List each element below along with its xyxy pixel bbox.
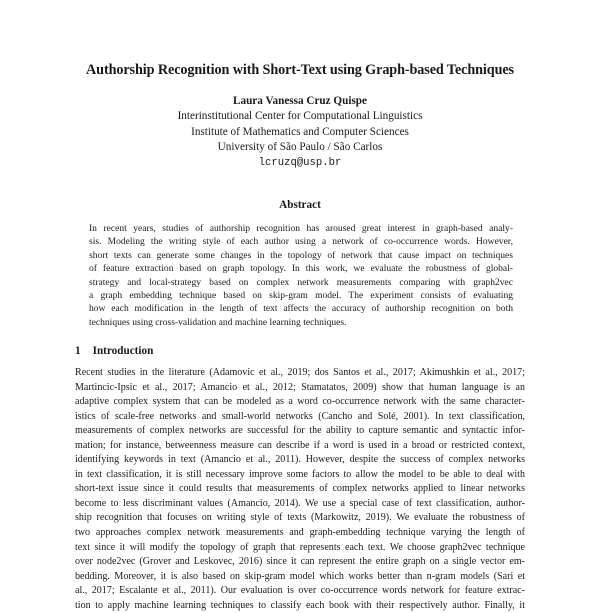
paper-title: Authorship Recognition with Short-Text using Graph-based Techniques — [86, 62, 514, 78]
affiliation-line: Institute of Mathematics and Computer Sciences — [191, 125, 409, 138]
intro-line: bedding. Moreover, it is also based on skip-gram model which works better than n-gram models (Sari et — [75, 570, 525, 582]
intro-line: over node2vec (Grover and Leskovec, 2016) since it can represent the entire graph on a single vector em- — [75, 556, 525, 568]
abstract-heading: Abstract — [279, 199, 321, 211]
intro-line: tion to apply machine learning techniques to classify each book with their respectively author. Finally, it — [75, 599, 525, 611]
intro-line: short-text issue since it could results that measurements of complex networks applied to linear networks — [75, 483, 525, 495]
affiliation-line: Interinstitutional Center for Computational Linguistics — [177, 110, 423, 123]
abstract-line: In recent years, studies of authorship recognition has aroused great interest in graph-based analy- — [89, 223, 513, 234]
author-email: lcruzq@usp.br — [258, 156, 342, 169]
intro-line: measurements of complex networks are successful for the ability to capture semantic and syntactic infor- — [75, 425, 525, 437]
intro-line: ship recognition that focuses on writing style of texts (Markowitz, 2019). We evaluate the robustness of — [75, 512, 525, 524]
affiliation-line: University of São Paulo / São Carlos — [217, 141, 383, 154]
abstract-line: short texts can generate some changes in the topology of network that cause impact on techniques — [89, 249, 513, 261]
author-block — [0, 94, 600, 171]
introduction-body — [75, 366, 525, 613]
abstract-body — [89, 222, 513, 329]
intro-line: Martincic-Ipsic et al., 2017; Amancio et al., 2012; Stamatatos, 2009) show that human language is an — [75, 381, 525, 393]
intro-line: in text classification, it is still necessary improve some factors to allow the model to be able to deal with — [75, 468, 525, 480]
abstract-line: techniques using cross-validation and machine learning techniques. — [89, 316, 347, 328]
abstract-line: of feature extraction based on graph topology. In this work, we evaluate the robustness of global- — [89, 263, 513, 275]
intro-line: adaptive complex system that can be modeled as a word co-occurrence network with the same character- — [75, 396, 525, 408]
intro-line: istics of scale-free networks and small-world networks (Cancho and Solé, 2001). In text classification, — [75, 410, 525, 422]
abstract-line: strategy and local-strategy based on complex network measurements comparing with graph2vec — [89, 276, 513, 288]
intro-line: identifying keywords in text (Amancio et al., 2011). However, despite the success of complex networks — [75, 454, 525, 466]
section-number: 1 — [75, 345, 81, 357]
abstract-line: sis. Modeling the writing style of each author using a network of co-occurrence words. However, — [89, 236, 513, 248]
intro-line: mation; for instance, betweenness measure can describe if a word is used in a broad or restricted context, — [75, 439, 525, 451]
section-heading — [75, 345, 153, 357]
intro-line: Recent studies in the literature (Adamovic et al., 2019; dos Santos et al., 2017; Akimushkin et al., 2017; — [75, 367, 525, 378]
abstract-line: a graph embedding technique based on skip-gram model. The experiment consists of evaluating — [89, 290, 513, 302]
section-title: Introduction — [92, 345, 154, 357]
intro-line: al., 2017; Escalante et al., 2011). Our evaluation is over co-occurrence words network for feature extrac- — [75, 585, 525, 597]
author-name: Laura Vanessa Cruz Quispe — [233, 95, 367, 107]
intro-line: become to less discriminant values (Amancio, 2014). We use a special case of text classification, author- — [75, 497, 525, 509]
abstract-line: how each modification in the length of text affects the accuracy of authorship recognition on both — [89, 303, 513, 315]
intro-line: two approaches complex network measurements and graph-embedding technique varying the length of — [75, 527, 525, 539]
intro-line: text since it will modify the topology of graph that represents each text. We choose graph2vec technique — [75, 541, 525, 553]
